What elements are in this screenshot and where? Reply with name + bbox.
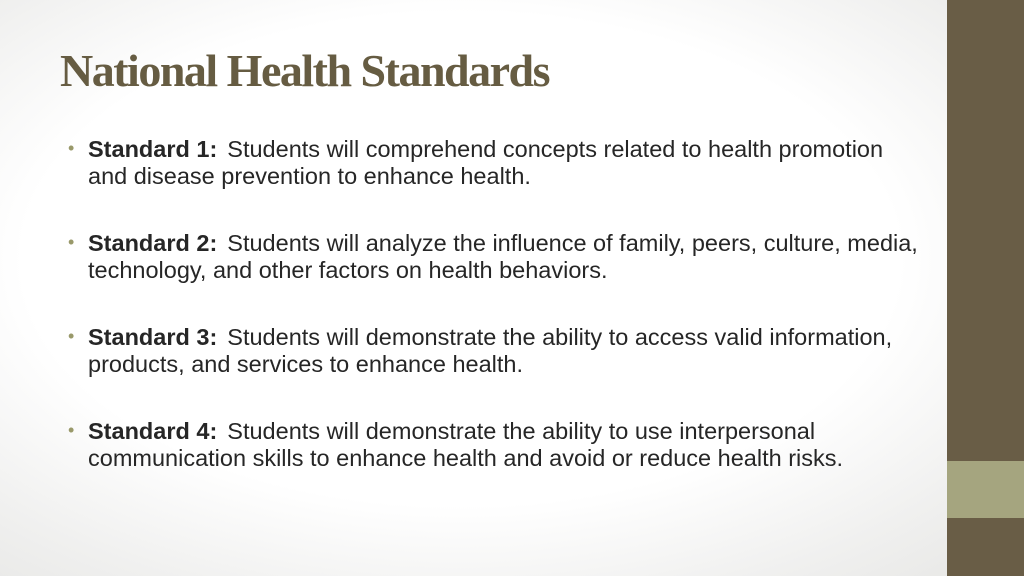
- bullet-icon: •: [68, 326, 75, 346]
- standard-item-2: [68, 230, 918, 284]
- standard-text: Students will analyze the influence of family, peers, culture, media, technology, and other factors on health behaviors.: [88, 230, 918, 283]
- bullet-icon: •: [68, 420, 75, 440]
- standard-item-4: [68, 418, 918, 472]
- standard-label: Standard 3:: [88, 324, 218, 350]
- side-decoration-accent: [947, 461, 1024, 518]
- standard-item-1: [68, 136, 918, 190]
- standard-label: Standard 2:: [88, 230, 218, 256]
- standard-label: Standard 1:: [88, 136, 218, 162]
- standard-text: Students will comprehend concepts related to health promotion and disease prevention to enhance health.: [88, 136, 884, 189]
- standards-list: [68, 136, 918, 512]
- standard-text: Students will demonstrate the ability to access valid information, products, and services to enhance health.: [88, 324, 893, 377]
- standard-text: Students will demonstrate the ability to use interpersonal communication skills to enhance health and avoid or reduce health risks.: [88, 418, 844, 471]
- bullet-icon: •: [68, 138, 75, 158]
- standard-item-3: [68, 324, 918, 378]
- slide-title: National Health Standards: [60, 45, 550, 96]
- standard-label: Standard 4:: [88, 418, 218, 444]
- bullet-icon: •: [68, 232, 75, 252]
